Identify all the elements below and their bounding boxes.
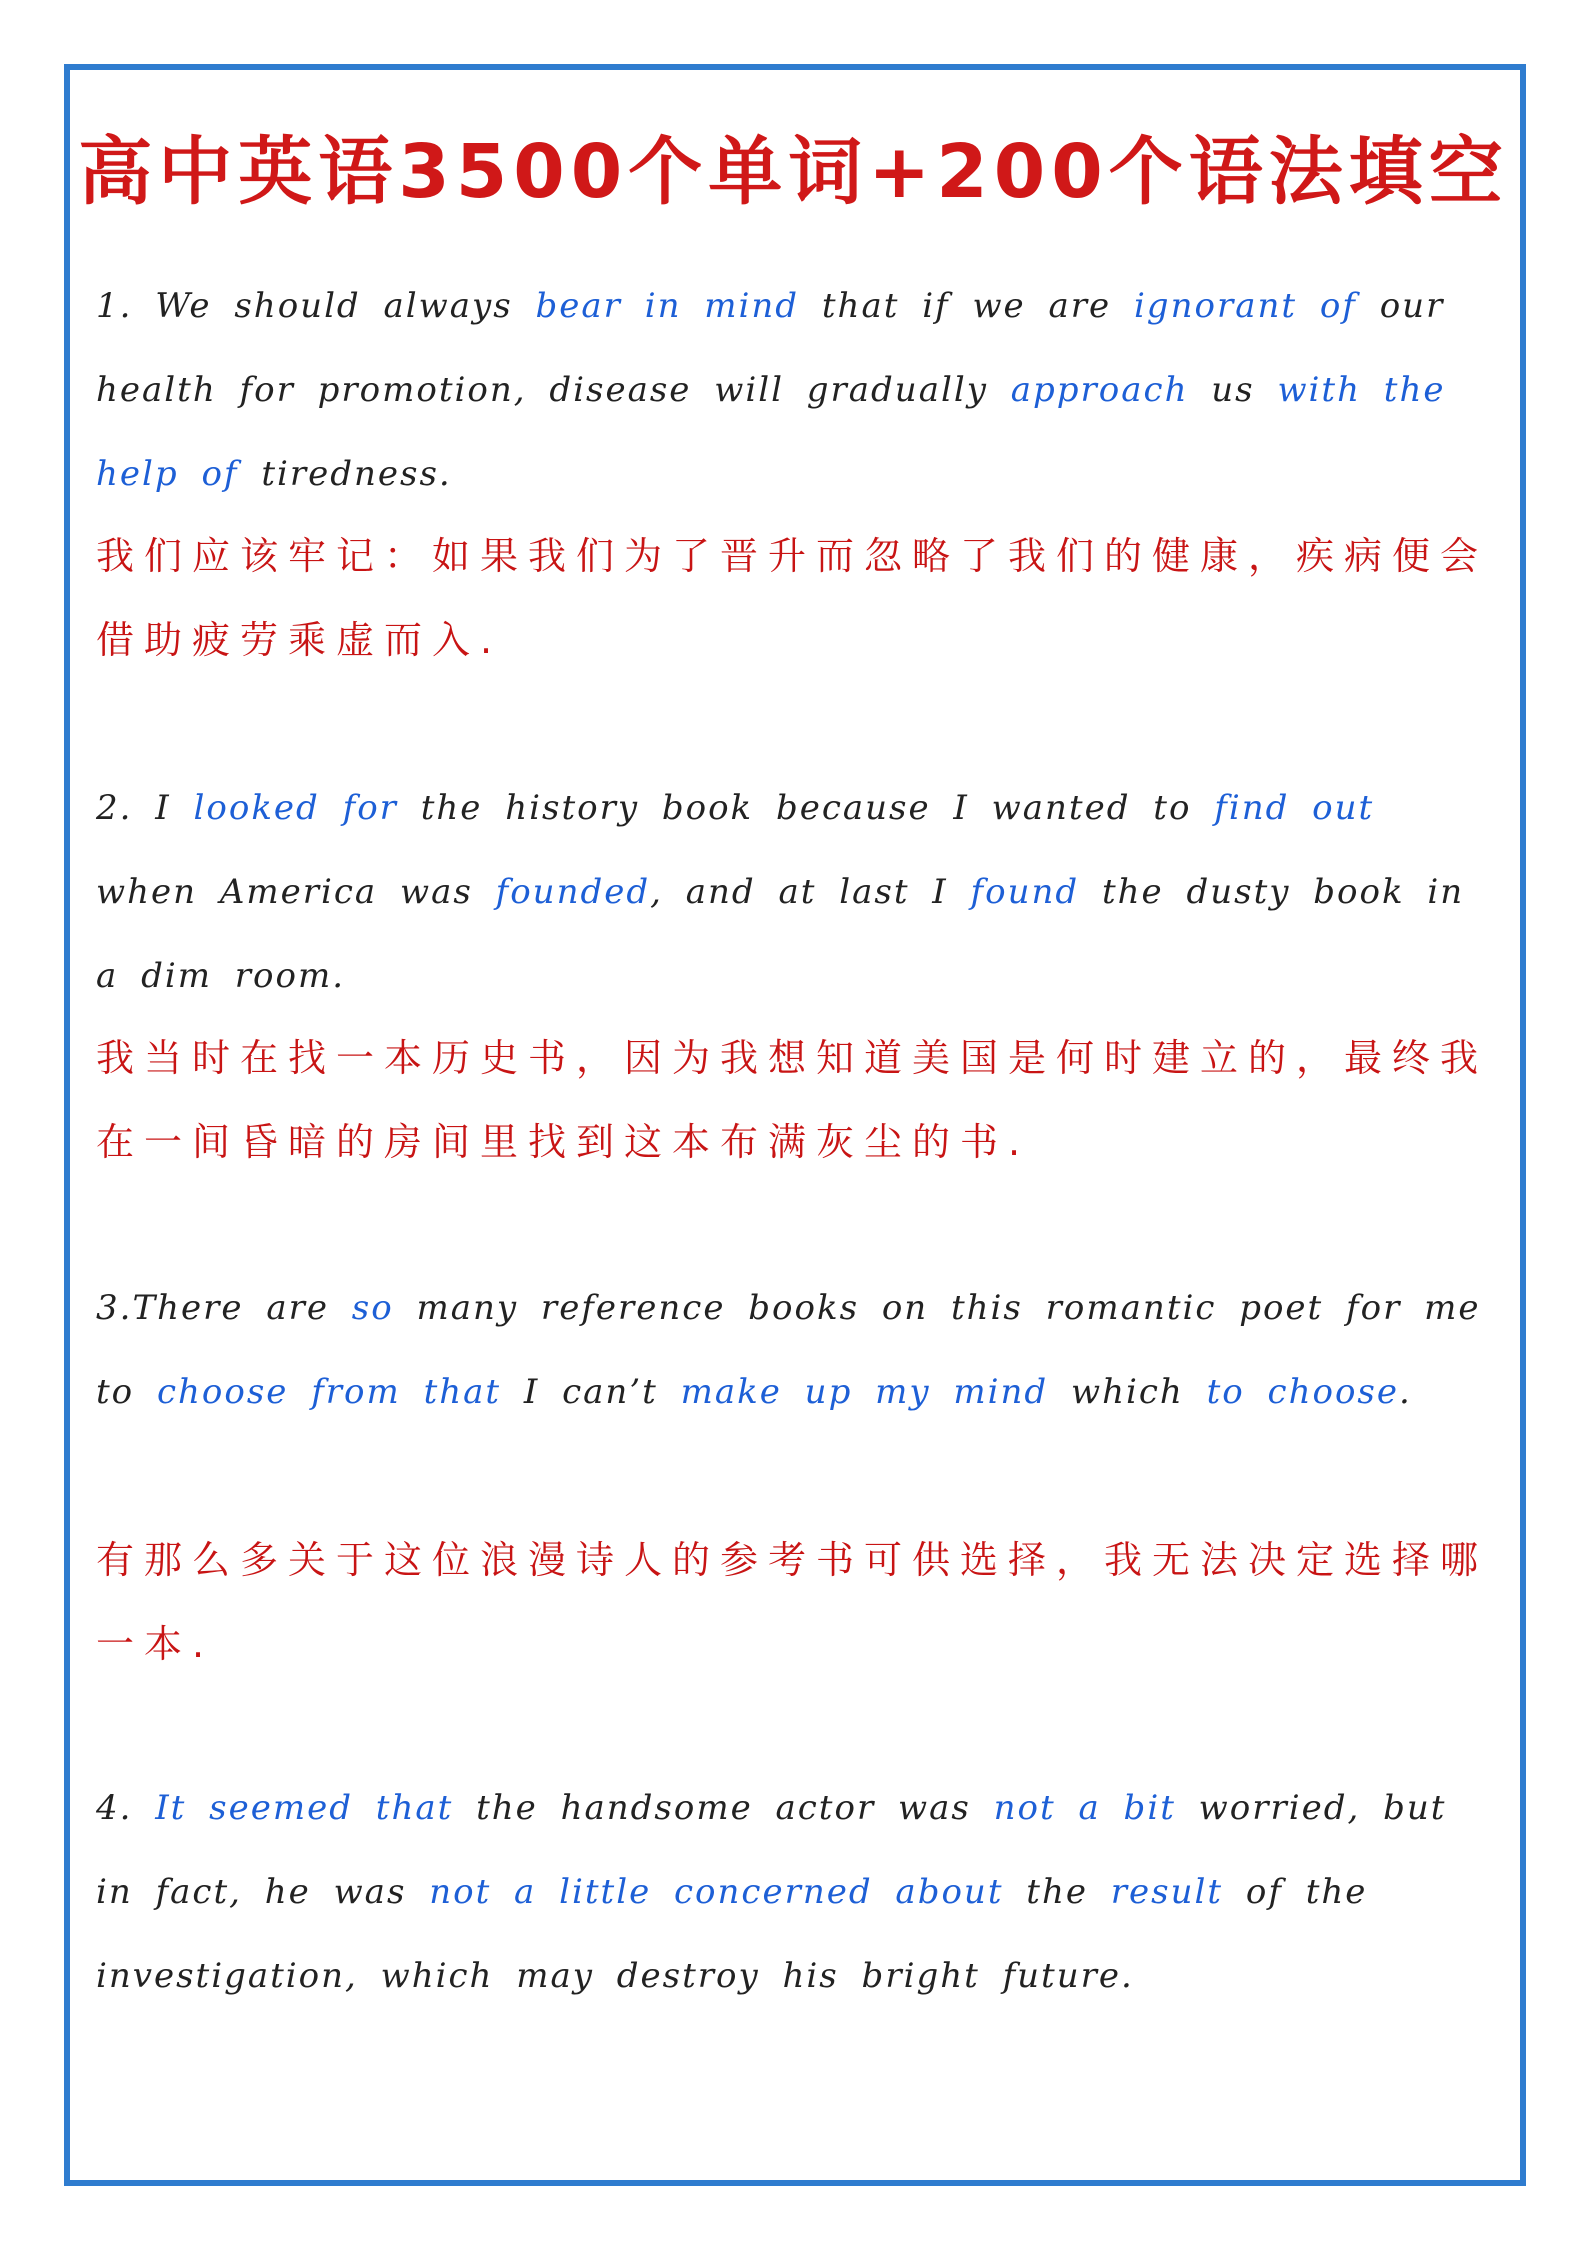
sentence-3-chinese: 有那么多关于这位浪漫诗人的参考书可供选择，我无法决定选择哪一本.: [96, 1538, 1489, 1666]
keyword-phrase: make up my mind: [680, 1372, 1049, 1412]
keyword-phrase: choose from: [156, 1372, 401, 1412]
sentence-text: 2. I: [96, 788, 194, 828]
sentence-text: the handsome actor was: [453, 1788, 994, 1828]
keyword-phrase: find out: [1214, 788, 1375, 828]
sentence-text: 3.There are: [96, 1288, 352, 1328]
keyword-phrase: with the help of: [96, 370, 1446, 494]
sentence-text: the history book because I wanted to: [397, 788, 1215, 828]
sentence-text: many reference books on this romantic poet for me to: [96, 1288, 1481, 1412]
sentence-text: .: [1399, 1372, 1412, 1412]
keyword-phrase: founded: [495, 872, 651, 912]
sentence-4-english: [96, 1766, 1496, 2018]
sentence-text: the: [1003, 1872, 1111, 1912]
keyword-phrase: so: [351, 1288, 394, 1328]
keyword-phrase: approach: [1010, 370, 1189, 410]
sentence-text: tiredness.: [238, 454, 452, 494]
sentence-2-chinese: 我当时在找一本历史书，因为我想知道美国是何时建立的，最终我在一间昏暗的房间里找到这本布满灰尘的书.: [96, 1036, 1489, 1164]
keyword-phrase: to choose: [1206, 1372, 1399, 1412]
keyword-phrase: It seemed that: [155, 1788, 454, 1828]
sentence-2-english: [96, 766, 1496, 1018]
sentence-text: [401, 1372, 424, 1412]
sentence-1-chinese: 我们应该牢记：如果我们为了晋升而忽略了我们的健康，疾病便会借助疲劳乘虚而入.: [96, 534, 1489, 662]
sentence-text: of the investigation, which may destroy his bright future.: [96, 1872, 1368, 1996]
keyword-phrase: not a little concerned about: [429, 1872, 1004, 1912]
sentence-text: I can’t: [501, 1372, 681, 1412]
sentence-text: which: [1048, 1372, 1207, 1412]
keyword-phrase: bear in mind: [535, 286, 800, 326]
sentence-text: that if we are: [799, 286, 1134, 326]
keyword-phrase: looked for: [193, 788, 398, 828]
sentence-text: 1. We should always: [96, 286, 536, 326]
keyword-phrase: not a bit: [993, 1788, 1176, 1828]
sentence-text: our health for promotion, disease will gradually: [96, 286, 1445, 410]
sentence-text: when America was: [96, 872, 496, 912]
sentence-text: 4.: [96, 1788, 156, 1828]
page-title: 高中英语3500个单词+200个语法填空: [78, 129, 1509, 215]
keyword-phrase: ignorant of: [1133, 286, 1357, 326]
sentence-1-english: [96, 264, 1496, 516]
keyword-phrase: result: [1110, 1872, 1224, 1912]
sentence-3-english: [96, 1266, 1496, 1434]
sentence-text: , and at last I: [650, 872, 971, 912]
sentence-text: us: [1188, 370, 1278, 410]
sentence-text: the dusty book in a dim room.: [96, 872, 1465, 996]
keyword-phrase: found: [970, 872, 1080, 912]
sentence-text: worried, but in fact, he was: [96, 1788, 1447, 1912]
keyword-phrase: that: [423, 1372, 502, 1412]
